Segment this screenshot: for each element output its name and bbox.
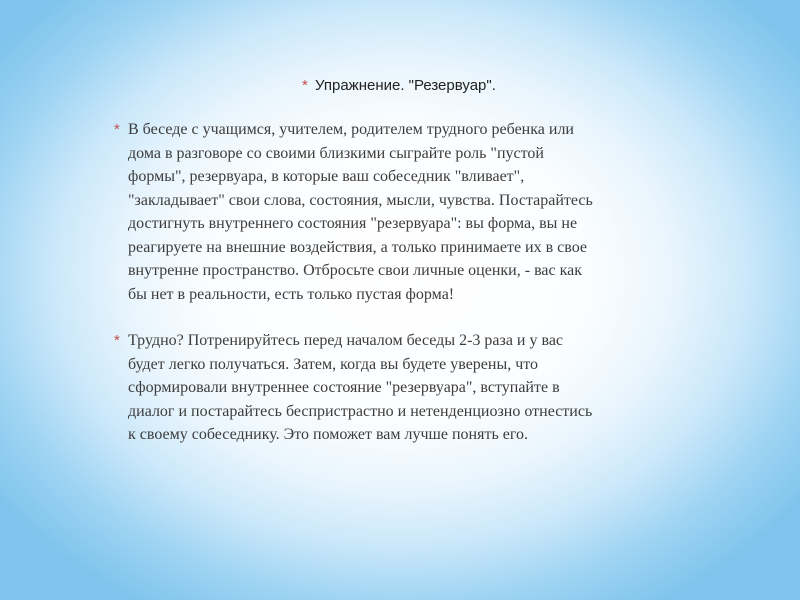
paragraph-line: сформировали внутреннее состояние "резервуара", вступайте в [128,379,560,396]
paragraph-line: "закладывает" свои слова, состояния, мысли, чувства. Постарайтесь [128,191,593,209]
paragraph-line: дома в разговоре со своими близкими сыграйте роль "пустой [128,144,544,162]
paragraph-line: достигнуть внутреннего состояния "резервуара": вы форма, вы не [128,215,578,232]
paragraph-line: к своему собеседнику. Это поможет вам лучше понять его. [128,426,528,443]
bullet-icon: * [114,332,120,349]
slide-title-text: Упражнение. "Резервуар". [315,77,496,94]
slide-title [302,76,496,96]
paragraph-2 [114,329,734,447]
paragraph-line: реагируете на внешние воздействия, а только принимаете их в свое [128,238,588,256]
paragraph-line: диалог и постарайтесь беспристрастно и нетенденциозно отнестись [128,402,593,420]
paragraph-1 [114,118,734,306]
paragraph-line: В беседе с учащимся, учителем, родителем трудного ребенка или [128,121,574,138]
paragraph-line: бы нет в реальности, есть только пустая форма! [128,285,455,303]
bullet-icon: * [114,121,120,138]
paragraph-line: внутренне пространство. Отбросьте свои личные оценки, - вас как [128,262,583,279]
paragraph-line: Трудно? Потренируйтесь перед началом беседы 2-3 раза и у вас [128,332,564,349]
paragraph-line: формы", резервуара, в которые ваш собеседник "вливает", [128,168,525,185]
paragraph-line: будет легко получаться. Затем, когда вы будете уверены, что [128,355,539,373]
bullet-icon: * [302,77,308,94]
